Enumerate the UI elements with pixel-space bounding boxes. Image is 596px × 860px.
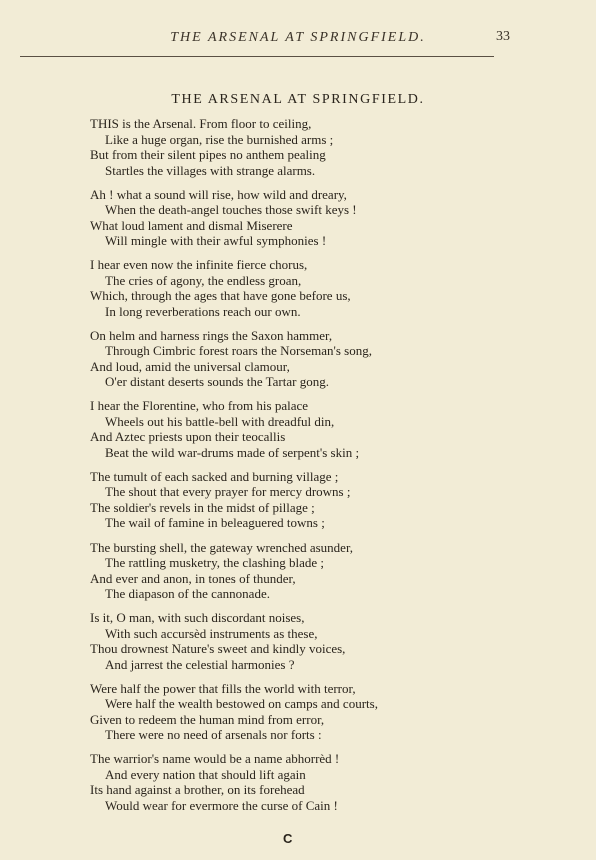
poem-line: THIS is the Arsenal. From floor to ceiling, <box>90 116 312 131</box>
poem-line: The diapason of the cannonade. <box>105 586 270 602</box>
stanza <box>90 681 490 743</box>
stanza <box>90 187 490 249</box>
poem-line: And jarrest the celestial harmonies ? <box>105 656 295 672</box>
poem-line: Thou drownest Nature's sweet and kindly voices, <box>90 641 346 657</box>
poem-line: Were half the wealth bestowed on camps and courts, <box>105 696 378 712</box>
poem-line: Its hand against a brother, on its forehead <box>90 782 305 798</box>
poem-line: Ah ! what a sound will rise, how wild and dreary, <box>90 186 347 202</box>
stanza <box>90 540 490 602</box>
poem-line: And Aztec priests upon their teocallis <box>90 429 286 445</box>
poem-line: Will mingle with their awful symphonies ! <box>105 233 327 249</box>
poem-line: On helm and harness rings the Saxon hammer, <box>90 327 333 343</box>
stanza <box>90 328 490 390</box>
poem-line: Like a huge organ, rise the burnished arms ; <box>105 131 334 147</box>
poem-line: The bursting shell, the gateway wrenched asunder, <box>90 539 354 555</box>
poem-line: I hear the Florentine, who from his palace <box>90 398 309 414</box>
poem-line: The soldier's revels in the midst of pillage ; <box>90 499 315 515</box>
poem-line: The warrior's name would be a name abhorrèd ! <box>90 751 340 767</box>
poem-line: Through Cimbric forest roars the Norseman's song, <box>105 343 372 359</box>
poem-line: Were half the power that fills the world with terror, <box>90 680 356 696</box>
poem-line: There were no need of arsenals nor forts : <box>105 727 322 743</box>
poem-line: Is it, O man, with such discordant noises, <box>90 610 305 626</box>
poem-line: Given to redeem the human mind from error, <box>90 711 325 727</box>
poem-line: The rattling musketry, the clashing blade ; <box>105 555 325 571</box>
poem-line: What loud lament and dismal Miserere <box>90 217 293 233</box>
poem-line: Which, through the ages that have gone before us, <box>90 288 351 304</box>
poem-line: Wheels out his battle-bell with dreadful din, <box>105 413 335 429</box>
poem-line: I hear even now the infinite fierce chorus, <box>90 257 308 273</box>
poem-line: The tumult of each sacked and burning village ; <box>90 468 339 484</box>
poem-line: The cries of agony, the endless groan, <box>105 272 302 288</box>
stanza <box>90 610 490 672</box>
stanza <box>90 751 490 813</box>
poem-title: THE ARSENAL AT SPRINGFIELD. <box>171 92 425 107</box>
stanza <box>90 469 490 531</box>
poem-body <box>90 116 490 822</box>
poem-line: When the death-angel touches those swift keys ! <box>105 202 357 218</box>
poem-line: The wail of famine in beleaguered towns ; <box>105 515 325 531</box>
poem-line: Would wear for evermore the curse of Cain ! <box>105 797 338 813</box>
poem-line: Startles the villages with strange alarms. <box>105 162 316 178</box>
stanza <box>90 116 490 178</box>
signature-mark: C <box>283 831 293 846</box>
stanza <box>90 398 490 460</box>
poem-line: And every nation that should lift again <box>105 766 306 782</box>
poem-line: But from their silent pipes no anthem pealing <box>90 147 326 162</box>
poem-line: With such accursèd instruments as these, <box>105 625 318 641</box>
poem-line: In long reverberations reach our own. <box>105 303 301 319</box>
page-number: 33 <box>496 29 510 44</box>
poem-line: And ever and anon, in tones of thunder, <box>90 570 296 586</box>
poem-line: The shout that every prayer for mercy drowns ; <box>105 484 351 500</box>
running-head: THE ARSENAL AT SPRINGFIELD. <box>170 30 426 45</box>
stanza <box>90 257 490 319</box>
poem-line: And loud, amid the universal clamour, <box>90 358 290 374</box>
poem-line: Beat the wild war-drums made of serpent's skin ; <box>105 444 360 460</box>
poem-line: O'er distant deserts sounds the Tartar gong. <box>105 374 329 390</box>
header-rule <box>20 56 494 57</box>
